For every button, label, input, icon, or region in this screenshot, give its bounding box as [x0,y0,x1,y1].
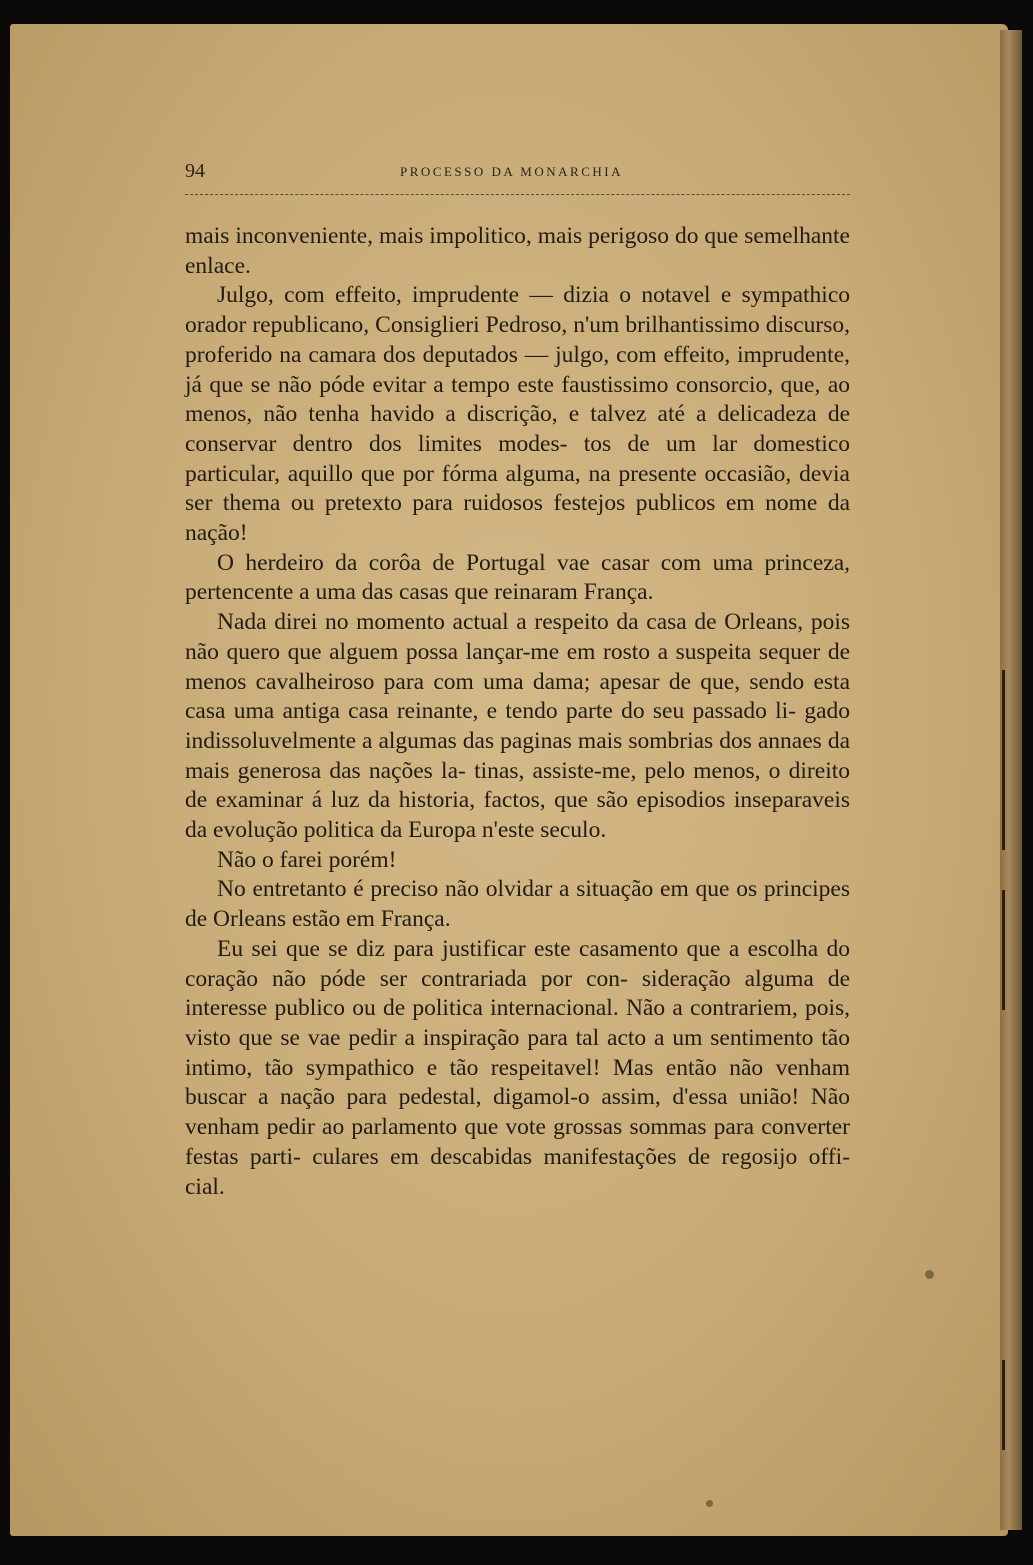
text-line: Eu sei que se diz para justificar este casamento que [217,935,721,962]
text-line: Julgo, com effeito, imprudente — dizia o notavel e [217,282,732,309]
text-line: que semelhante enlace. [185,223,850,279]
page-header [185,160,850,182]
text-line: Não o farei porém! [217,846,397,873]
text-line: mais inconveniente, mais impolitico, mais perigoso do [185,223,699,249]
text-line: n'um brilhantissimo discurso, proferido na camara dos [185,312,851,368]
text-line: No entretanto é preciso não olvidar a situação em [217,876,689,903]
text-line: que vote grossas sommas para converter festas parti- [185,1114,851,1170]
text-line: antiga casa reinante, e tendo parte do seu passado li- [282,698,797,725]
text-line: ou pretexto para ruidosos festejos publicos em nome [290,490,818,517]
text-line: a delicadeza de conservar dentro dos limites modes- [185,401,850,457]
text-line: internacional. Não a contrariem, pois, visto que se vae [185,995,851,1051]
text-line: não venham buscar a nação para pedestal, digamol-o [185,1054,850,1111]
edge-mark [1002,890,1005,1010]
running-title: PROCESSO DA MONARCHIA [400,164,623,179]
text-line: princeza, pertencente a uma das casas que reinaram [185,549,850,606]
text-line: Orleans, pois não quero que alguem possa lançar-me [185,609,850,665]
body-text [185,222,850,1202]
text-line: da evolução politica da Europa n'este seculo. [185,817,607,844]
text-line: assim, d'essa união! Não venham pedir ao parlamento [185,1084,851,1141]
text-line: não póde evitar a tempo este faustissimo consorcio, que, [277,371,821,398]
paragraph [185,846,850,876]
text-line: pedir a inspiração para tal acto a um sentimento tão [348,1024,850,1051]
text-line: sideração alguma de interesse publico ou de politica [185,965,850,1022]
paragraph [185,281,850,548]
page-edge [1000,30,1022,1530]
paragraph [185,222,850,281]
text-line: ao menos, não tenha havido a discrição, e talvez até [185,371,850,428]
text-line: luz da historia, factos, que são episodios inseparaveis [330,787,851,814]
edge-mark [1002,1360,1005,1450]
text-line: culares em descabidas manifestações de regosijo offi- [312,1143,851,1170]
text-line: França. [583,579,654,606]
text-line: intimo, tão sympathico e tão respeitavel! Mas então [185,1054,717,1081]
edge-mark [1002,670,1005,850]
text-line: tinas, assiste-me, pelo menos, o direito de examinar á [185,757,851,814]
paragraph [185,549,850,608]
text-line: gado indissoluvelmente a algumas das paginas mais [185,698,851,754]
text-line: sympathico orador republicano, Consiglieri Pedroso, [185,282,850,339]
text-line: Nada direi no momento actual a respeito da casa de [217,609,717,636]
text-line: a escolha do coração não póde ser contrariada por con- [185,935,851,992]
paper-spot [925,1270,934,1279]
header-rule [185,194,850,195]
text-line: tos de um lar domestico particular, aquillo que por [185,430,850,487]
text-line: O herdeiro da corôa de Portugal vae casar com uma [217,549,754,576]
paragraph [185,875,850,934]
text-line: em rosto a suspeita sequer de menos cavalheiroso para [185,638,851,695]
text-line: cial. [185,1173,225,1200]
text-line: deputados — julgo, com effeito, imprudente, já que se [185,341,851,398]
text-line: sombrias dos annaes da mais generosa das nações la- [185,727,851,784]
paragraph [185,608,850,846]
text-line: com uma dama; apesar de que, sendo esta casa uma [185,668,850,725]
text-line: que os principes de Orleans estão em França. [185,876,850,933]
page-number: 94 [185,160,205,182]
paper-spot [706,1500,713,1507]
paragraph [185,935,850,1202]
text-line: da nação! [185,490,851,547]
text-line: fórma alguma, na presente occasião, devia ser thema [185,460,850,517]
